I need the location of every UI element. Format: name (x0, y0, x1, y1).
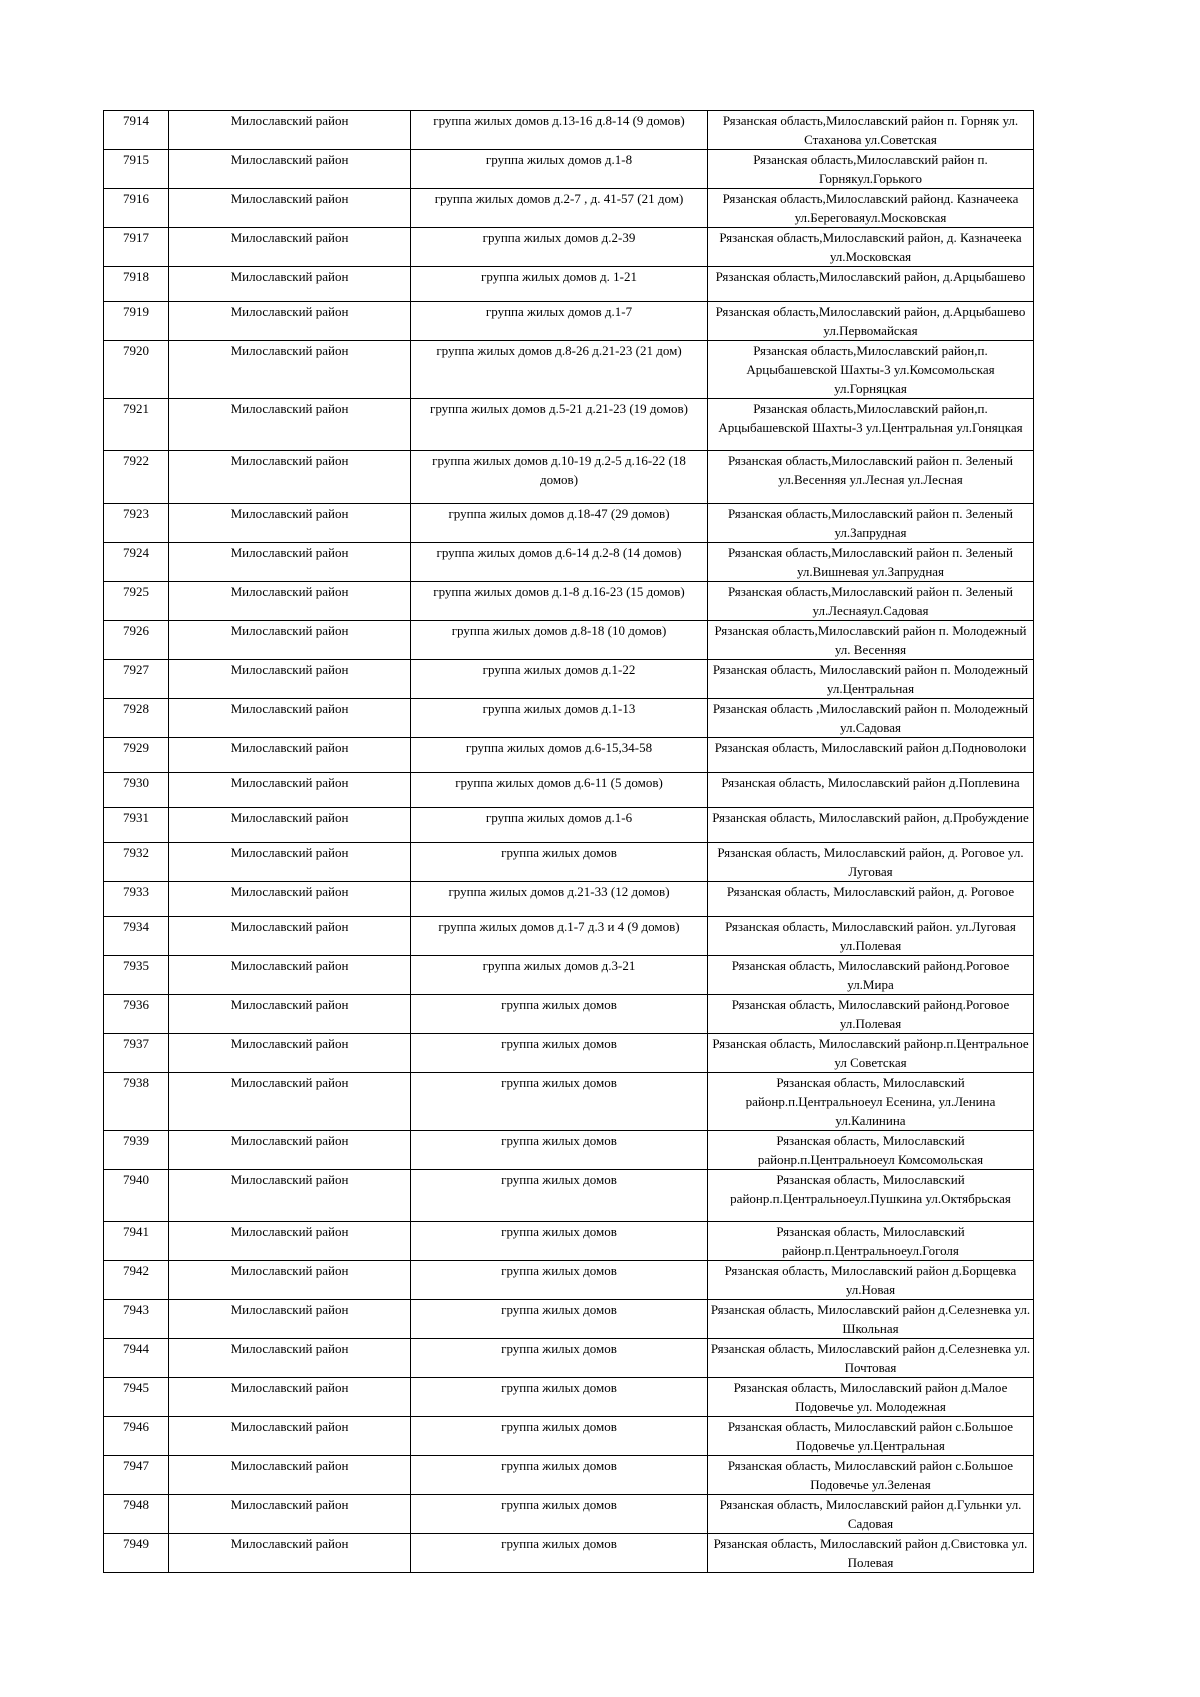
table-row (104, 917, 1034, 956)
object-cell: группа жилых домов (411, 1034, 708, 1073)
district-cell: Милославский район (169, 1456, 411, 1495)
district-cell: Милославский район (169, 1339, 411, 1378)
row-number-cell: 7943 (104, 1300, 169, 1339)
row-number-cell: 7918 (104, 267, 169, 302)
row-number-cell: 7917 (104, 228, 169, 267)
address-cell: Рязанская область, Милославский районд.Роговое ул.Мира (708, 956, 1034, 995)
table-row (104, 1300, 1034, 1339)
address-cell: Рязанская область,Милославский район п. Зеленый ул.Запрудная (708, 504, 1034, 543)
table-row (104, 267, 1034, 302)
table-row (104, 843, 1034, 882)
row-number-cell: 7937 (104, 1034, 169, 1073)
row-number-cell: 7920 (104, 341, 169, 399)
table-row (104, 1339, 1034, 1378)
table-row (104, 504, 1034, 543)
address-cell: Рязанская область,Милославский район,п. Арцыбашевской Шахты-3 ул.Комсомольская ул.Горняцкая (708, 341, 1034, 399)
district-cell: Милославский район (169, 738, 411, 773)
district-cell: Милославский район (169, 1034, 411, 1073)
row-number-cell: 7935 (104, 956, 169, 995)
object-cell: группа жилых домов (411, 1456, 708, 1495)
table-row (104, 1073, 1034, 1131)
row-number-cell: 7931 (104, 808, 169, 843)
object-cell: группа жилых домов (411, 1222, 708, 1261)
district-cell: Милославский район (169, 773, 411, 808)
table-row (104, 111, 1034, 150)
table-row (104, 543, 1034, 582)
address-cell: Рязанская область, Милославский район с.Большое Подовечье ул.Зеленая (708, 1456, 1034, 1495)
table-row (104, 1034, 1034, 1073)
district-cell: Милославский район (169, 1534, 411, 1573)
object-cell: группа жилых домов д. 1-21 (411, 267, 708, 302)
row-number-cell: 7934 (104, 917, 169, 956)
row-number-cell: 7942 (104, 1261, 169, 1300)
row-number-cell: 7938 (104, 1073, 169, 1131)
object-cell: группа жилых домов д.6-15,34-58 (411, 738, 708, 773)
row-number-cell: 7925 (104, 582, 169, 621)
district-cell: Милославский район (169, 917, 411, 956)
object-cell: группа жилых домов (411, 1170, 708, 1222)
row-number-cell: 7916 (104, 189, 169, 228)
address-cell: Рязанская область, Милославский район д.Поплевина (708, 773, 1034, 808)
object-cell: группа жилых домов (411, 843, 708, 882)
row-number-cell: 7915 (104, 150, 169, 189)
district-cell: Милославский район (169, 543, 411, 582)
object-cell: группа жилых домов д.13-16 д.8-14 (9 домов) (411, 111, 708, 150)
object-cell: группа жилых домов д.1-13 (411, 699, 708, 738)
row-number-cell: 7949 (104, 1534, 169, 1573)
table-row (104, 738, 1034, 773)
address-cell: Рязанская область, Милославский районр.п.Центральноеул Есенина, ул.Ленина ул.Калинина (708, 1073, 1034, 1131)
table-row (104, 451, 1034, 504)
row-number-cell: 7930 (104, 773, 169, 808)
table-row (104, 1222, 1034, 1261)
address-cell: Рязанская область,Милославский район, д.Арцыбашево ул.Первомайская (708, 302, 1034, 341)
address-cell: Рязанская область, Милославский район д.Малое Подовечье ул. Молодежная (708, 1378, 1034, 1417)
address-cell: Рязанская область,Милославский район п. Зеленый ул.Весенняя ул.Лесная ул.Лесная (708, 451, 1034, 504)
district-cell: Милославский район (169, 699, 411, 738)
address-cell: Рязанская область, Милославский район п. Молодежный ул.Центральная (708, 660, 1034, 699)
table-row (104, 1131, 1034, 1170)
row-number-cell: 7924 (104, 543, 169, 582)
address-cell: Рязанская область,Милославский район, д.Арцыбашево (708, 267, 1034, 302)
object-cell: группа жилых домов д.1-6 (411, 808, 708, 843)
address-cell: Рязанская область, Милославский район д.Селезневка ул. Почтовая (708, 1339, 1034, 1378)
row-number-cell: 7932 (104, 843, 169, 882)
district-cell: Милославский район (169, 582, 411, 621)
table-row (104, 1456, 1034, 1495)
district-cell: Милославский район (169, 1073, 411, 1131)
object-cell: группа жилых домов д.3-21 (411, 956, 708, 995)
address-cell: Рязанская область,Милославский район п. Горняк ул. Стаханова ул.Советская (708, 111, 1034, 150)
district-cell: Милославский район (169, 956, 411, 995)
district-cell: Милославский район (169, 843, 411, 882)
row-number-cell: 7936 (104, 995, 169, 1034)
object-cell: группа жилых домов (411, 1495, 708, 1534)
address-cell: Рязанская область, Милославский район д.Подноволоки (708, 738, 1034, 773)
district-cell: Милославский район (169, 267, 411, 302)
district-cell: Милославский район (169, 1495, 411, 1534)
address-cell: Рязанская область,Милославский район, д. Казначеека ул.Московская (708, 228, 1034, 267)
object-cell: группа жилых домов (411, 995, 708, 1034)
address-cell: Рязанская область,Милославский район п. Зеленый ул.Вишневая ул.Запрудная (708, 543, 1034, 582)
object-cell: группа жилых домов д.21-33 (12 домов) (411, 882, 708, 917)
district-cell: Милославский район (169, 228, 411, 267)
object-cell: группа жилых домов д.8-26 д.21-23 (21 дом) (411, 341, 708, 399)
table-row (104, 1378, 1034, 1417)
table-row (104, 1417, 1034, 1456)
address-cell: Рязанская область, Милославский район. ул.Луговая ул.Полевая (708, 917, 1034, 956)
row-number-cell: 7928 (104, 699, 169, 738)
district-cell: Милославский район (169, 621, 411, 660)
housing-registry-table (103, 110, 1034, 1573)
table-row (104, 773, 1034, 808)
table-row (104, 1534, 1034, 1573)
object-cell: группа жилых домов д.18-47 (29 домов) (411, 504, 708, 543)
object-cell: группа жилых домов д.10-19 д.2-5 д.16-22 (18 домов) (411, 451, 708, 504)
table-row (104, 660, 1034, 699)
object-cell: группа жилых домов д.2-7 , д. 41-57 (21 дом) (411, 189, 708, 228)
district-cell: Милославский район (169, 111, 411, 150)
address-cell: Рязанская область ,Милославский район п. Молодежный ул.Садовая (708, 699, 1034, 738)
object-cell: группа жилых домов (411, 1131, 708, 1170)
district-cell: Милославский район (169, 1417, 411, 1456)
address-cell: Рязанская область, Милославский районр.п.Центральноеул Комсомольская (708, 1131, 1034, 1170)
object-cell: группа жилых домов (411, 1300, 708, 1339)
district-cell: Милославский район (169, 504, 411, 543)
row-number-cell: 7914 (104, 111, 169, 150)
address-cell: Рязанская область, Милославский районд.Роговое ул.Полевая (708, 995, 1034, 1034)
address-cell: Рязанская область, Милославский районр.п.Центральноеул.Пушкина ул.Октябрьская (708, 1170, 1034, 1222)
object-cell: группа жилых домов (411, 1073, 708, 1131)
object-cell: группа жилых домов д.1-7 (411, 302, 708, 341)
district-cell: Милославский район (169, 150, 411, 189)
address-cell: Рязанская область, Милославский район, д.Пробуждение (708, 808, 1034, 843)
address-cell: Рязанская область, Милославский районр.п.Центральное ул Советская (708, 1034, 1034, 1073)
address-cell: Рязанская область, Милославский район д.Селезневка ул. Школьная (708, 1300, 1034, 1339)
table-row (104, 808, 1034, 843)
table-row (104, 341, 1034, 399)
object-cell: группа жилых домов д.2-39 (411, 228, 708, 267)
table-row (104, 995, 1034, 1034)
row-number-cell: 7939 (104, 1131, 169, 1170)
table-row (104, 882, 1034, 917)
district-cell: Милославский район (169, 808, 411, 843)
table-row (104, 399, 1034, 451)
address-cell: Рязанская область, Милославский район, д. Роговое (708, 882, 1034, 917)
object-cell: группа жилых домов д.6-14 д.2-8 (14 домов) (411, 543, 708, 582)
object-cell: группа жилых домов д.8-18 (10 домов) (411, 621, 708, 660)
table-row (104, 1170, 1034, 1222)
object-cell: группа жилых домов (411, 1534, 708, 1573)
district-cell: Милославский район (169, 660, 411, 699)
address-cell: Рязанская область, Милославский район с.Большое Подовечье ул.Центральная (708, 1417, 1034, 1456)
address-cell: Рязанская область, Милославский район д.Гульнки ул. Садовая (708, 1495, 1034, 1534)
address-cell: Рязанская область,Милославский район п. Горнякул.Горького (708, 150, 1034, 189)
row-number-cell: 7923 (104, 504, 169, 543)
table-row (104, 621, 1034, 660)
district-cell: Милославский район (169, 1378, 411, 1417)
object-cell: группа жилых домов (411, 1261, 708, 1300)
table-row (104, 699, 1034, 738)
object-cell: группа жилых домов (411, 1417, 708, 1456)
row-number-cell: 7921 (104, 399, 169, 451)
row-number-cell: 7922 (104, 451, 169, 504)
district-cell: Милославский район (169, 341, 411, 399)
address-cell: Рязанская область,Милославский район,п. Арцыбашевской Шахты-3 ул.Центральная ул.Гоняцкая (708, 399, 1034, 451)
address-cell: Рязанская область, Милославский район, д. Роговое ул. Луговая (708, 843, 1034, 882)
table-body (104, 111, 1034, 1573)
address-cell: Рязанская область,Милославский район п. Молодежный ул. Весенняя (708, 621, 1034, 660)
table-row (104, 228, 1034, 267)
table-row (104, 956, 1034, 995)
row-number-cell: 7927 (104, 660, 169, 699)
district-cell: Милославский район (169, 451, 411, 504)
object-cell: группа жилых домов д.1-8 (411, 150, 708, 189)
object-cell: группа жилых домов д.1-7 д.3 и 4 (9 домов) (411, 917, 708, 956)
row-number-cell: 7929 (104, 738, 169, 773)
row-number-cell: 7940 (104, 1170, 169, 1222)
object-cell: группа жилых домов (411, 1339, 708, 1378)
address-cell: Рязанская область, Милославский район д.Свистовка ул. Полевая (708, 1534, 1034, 1573)
row-number-cell: 7919 (104, 302, 169, 341)
district-cell: Милославский район (169, 1261, 411, 1300)
table-row (104, 582, 1034, 621)
object-cell: группа жилых домов д.6-11 (5 домов) (411, 773, 708, 808)
row-number-cell: 7947 (104, 1456, 169, 1495)
district-cell: Милославский район (169, 995, 411, 1034)
address-cell: Рязанская область, Милославский районр.п.Центральноеул.Гоголя (708, 1222, 1034, 1261)
object-cell: группа жилых домов д.1-8 д.16-23 (15 домов) (411, 582, 708, 621)
district-cell: Милославский район (169, 1222, 411, 1261)
row-number-cell: 7926 (104, 621, 169, 660)
row-number-cell: 7944 (104, 1339, 169, 1378)
table-row (104, 302, 1034, 341)
table-row (104, 1495, 1034, 1534)
object-cell: группа жилых домов (411, 1378, 708, 1417)
object-cell: группа жилых домов д.1-22 (411, 660, 708, 699)
district-cell: Милославский район (169, 189, 411, 228)
table-row (104, 189, 1034, 228)
table-row (104, 150, 1034, 189)
table-row (104, 1261, 1034, 1300)
row-number-cell: 7948 (104, 1495, 169, 1534)
district-cell: Милославский район (169, 1170, 411, 1222)
district-cell: Милославский район (169, 302, 411, 341)
district-cell: Милославский район (169, 399, 411, 451)
address-cell: Рязанская область,Милославский районд. Казначеека ул.Береговаяул.Московская (708, 189, 1034, 228)
row-number-cell: 7941 (104, 1222, 169, 1261)
row-number-cell: 7933 (104, 882, 169, 917)
district-cell: Милославский район (169, 1300, 411, 1339)
address-cell: Рязанская область, Милославский район д.Борщевка ул.Новая (708, 1261, 1034, 1300)
row-number-cell: 7945 (104, 1378, 169, 1417)
object-cell: группа жилых домов д.5-21 д.21-23 (19 домов) (411, 399, 708, 451)
row-number-cell: 7946 (104, 1417, 169, 1456)
district-cell: Милославский район (169, 1131, 411, 1170)
district-cell: Милославский район (169, 882, 411, 917)
address-cell: Рязанская область,Милославский район п. Зеленый ул.Леснаяул.Садовая (708, 582, 1034, 621)
